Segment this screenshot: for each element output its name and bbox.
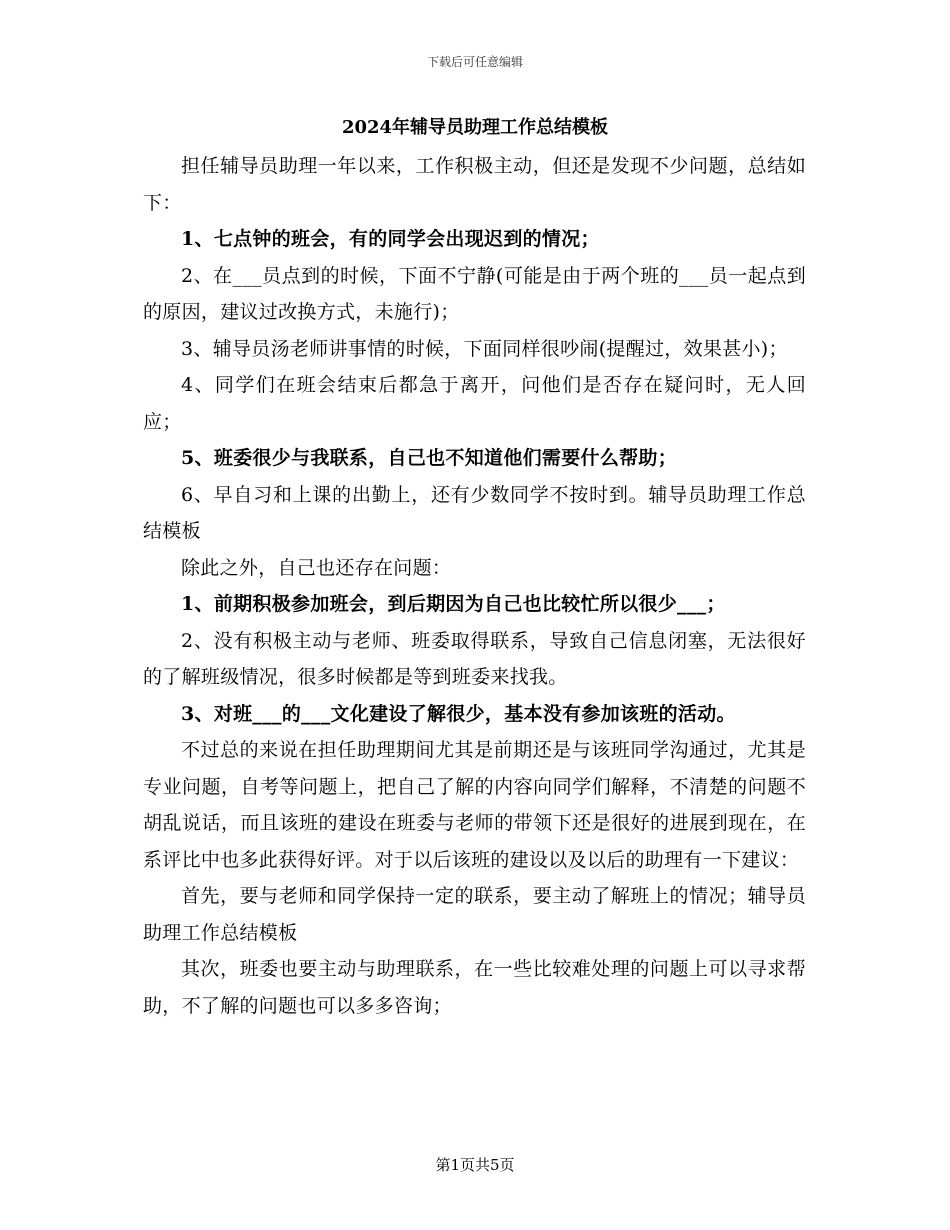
paragraph: 不过总的来说在担任助理期间尤其是前期还是与该班同学沟通过，尤其是专业问题，自考等问题上，把自己了解的内容向同学们解释，不清楚的问题不胡乱说话，而且该班的建设在班委与老师的带领下还是很好的进展到现在，在系评比中也多此获得好评。对于以后该班的建设以及以后的助理有一下建议： <box>143 739 806 871</box>
paragraph: 6、早自习和上课的出勤上，还有少数同学不按时到。辅导员助理工作总结模板 <box>143 483 806 542</box>
document-body <box>143 148 806 1024</box>
paragraph: 3、辅导员汤老师讲事情的时候，下面同样很吵闹(提醒过，效果甚小)； <box>181 337 788 360</box>
paragraph: 首先，要与老师和同学保持一定的联系，要主动了解班上的情况；辅导员助理工作总结模板 <box>143 885 806 944</box>
page-header: 下载后可任意编辑 <box>426 55 523 69</box>
paragraph: 2、在___员点到的时候，下面不宁静(可能是由于两个班的___员一起点到的原因，建议过改换方式，未施行)； <box>143 264 806 323</box>
paragraph: 2、没有积极主动与老师、班委取得联系，导致自己信息闭塞，无法很好的了解班级情况，很多时候都是等到班委来找我。 <box>143 629 806 688</box>
paragraph: 担任辅导员助理一年以来，工作积极主动，但还是发现不少问题，总结如下： <box>143 155 806 214</box>
page-footer: 第1页共5页 <box>435 1156 515 1174</box>
paragraph: 1、前期积极参加班会，到后期因为自己也比较忙所以很少___； <box>181 593 726 615</box>
paragraph: 3、对班___的___文化建设了解很少，基本没有参加该班的活动。 <box>181 702 736 725</box>
paragraph: 5、班委很少与我联系，自己也不知道他们需要什么帮助； <box>181 447 678 469</box>
paragraph: 4、同学们在班会结束后都急于离开，问他们是否存在疑问时，无人回应； <box>143 374 806 433</box>
paragraph: 除此之外，自己也还存在问题： <box>181 556 452 579</box>
paragraph: 其次，班委也要主动与助理联系，在一些比较难处理的问题上可以寻求帮助，不了解的问题也可以多多咨询； <box>143 958 806 1017</box>
paragraph: 1、七点钟的班会，有的同学会出现迟到的情况； <box>181 228 600 250</box>
document-title: 2024年辅导员助理工作总结模板 <box>341 117 609 138</box>
